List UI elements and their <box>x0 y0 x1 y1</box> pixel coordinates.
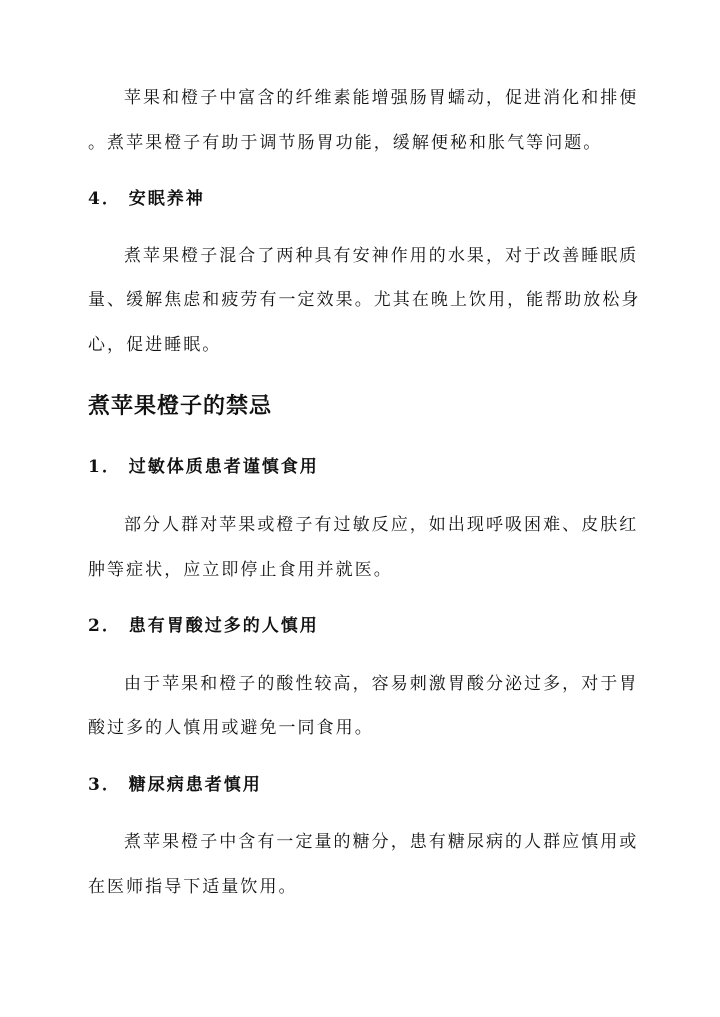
paragraph-line: 煮苹果橙子混合了两种具有安神作用的水果，对于改善睡眠质 <box>124 246 639 266</box>
paragraph-line: 在医师指导下适量饮用。 <box>88 877 298 897</box>
paragraph-line: 肿等症状，应立即停止食用并就医。 <box>88 560 393 580</box>
paragraph-line: 煮苹果橙子中含有一定量的糖分，患有糖尿病的人群应慎用或 <box>124 832 639 852</box>
paragraph-line: 心，促进睡眠。 <box>88 335 222 355</box>
paragraph-line: 酸过多的人慎用或避免一同食用。 <box>88 718 374 738</box>
paragraph-line: 苹果和橙子中富含的纤维素能增强肠胃蠕动，促进消化和排便 <box>124 88 639 108</box>
subheading-allergy: 1． 过敏体质患者谨慎食用 <box>88 457 319 477</box>
subheading-stomach-acid: 2． 患有胃酸过多的人慎用 <box>88 616 319 636</box>
subheading-sleep: 4． 安眠养神 <box>88 189 205 209</box>
paragraph-line: 。煮苹果橙子有助于调节肠胃功能，缓解便秘和胀气等问题。 <box>88 133 603 153</box>
section-title: 煮苹果橙子的禁忌 <box>88 393 273 419</box>
paragraph-line: 由于苹果和橙子的酸性较高，容易刺激胃酸分泌过多，对于胃 <box>124 674 639 694</box>
subheading-diabetes: 3． 糖尿病患者慎用 <box>88 775 262 795</box>
paragraph-line: 部分人群对苹果或橙子有过敏反应，如出现呼吸困难、皮肤红 <box>124 515 639 535</box>
paragraph-line: 量、缓解焦虑和疲劳有一定效果。尤其在晚上饮用，能帮助放松身 <box>88 290 641 310</box>
